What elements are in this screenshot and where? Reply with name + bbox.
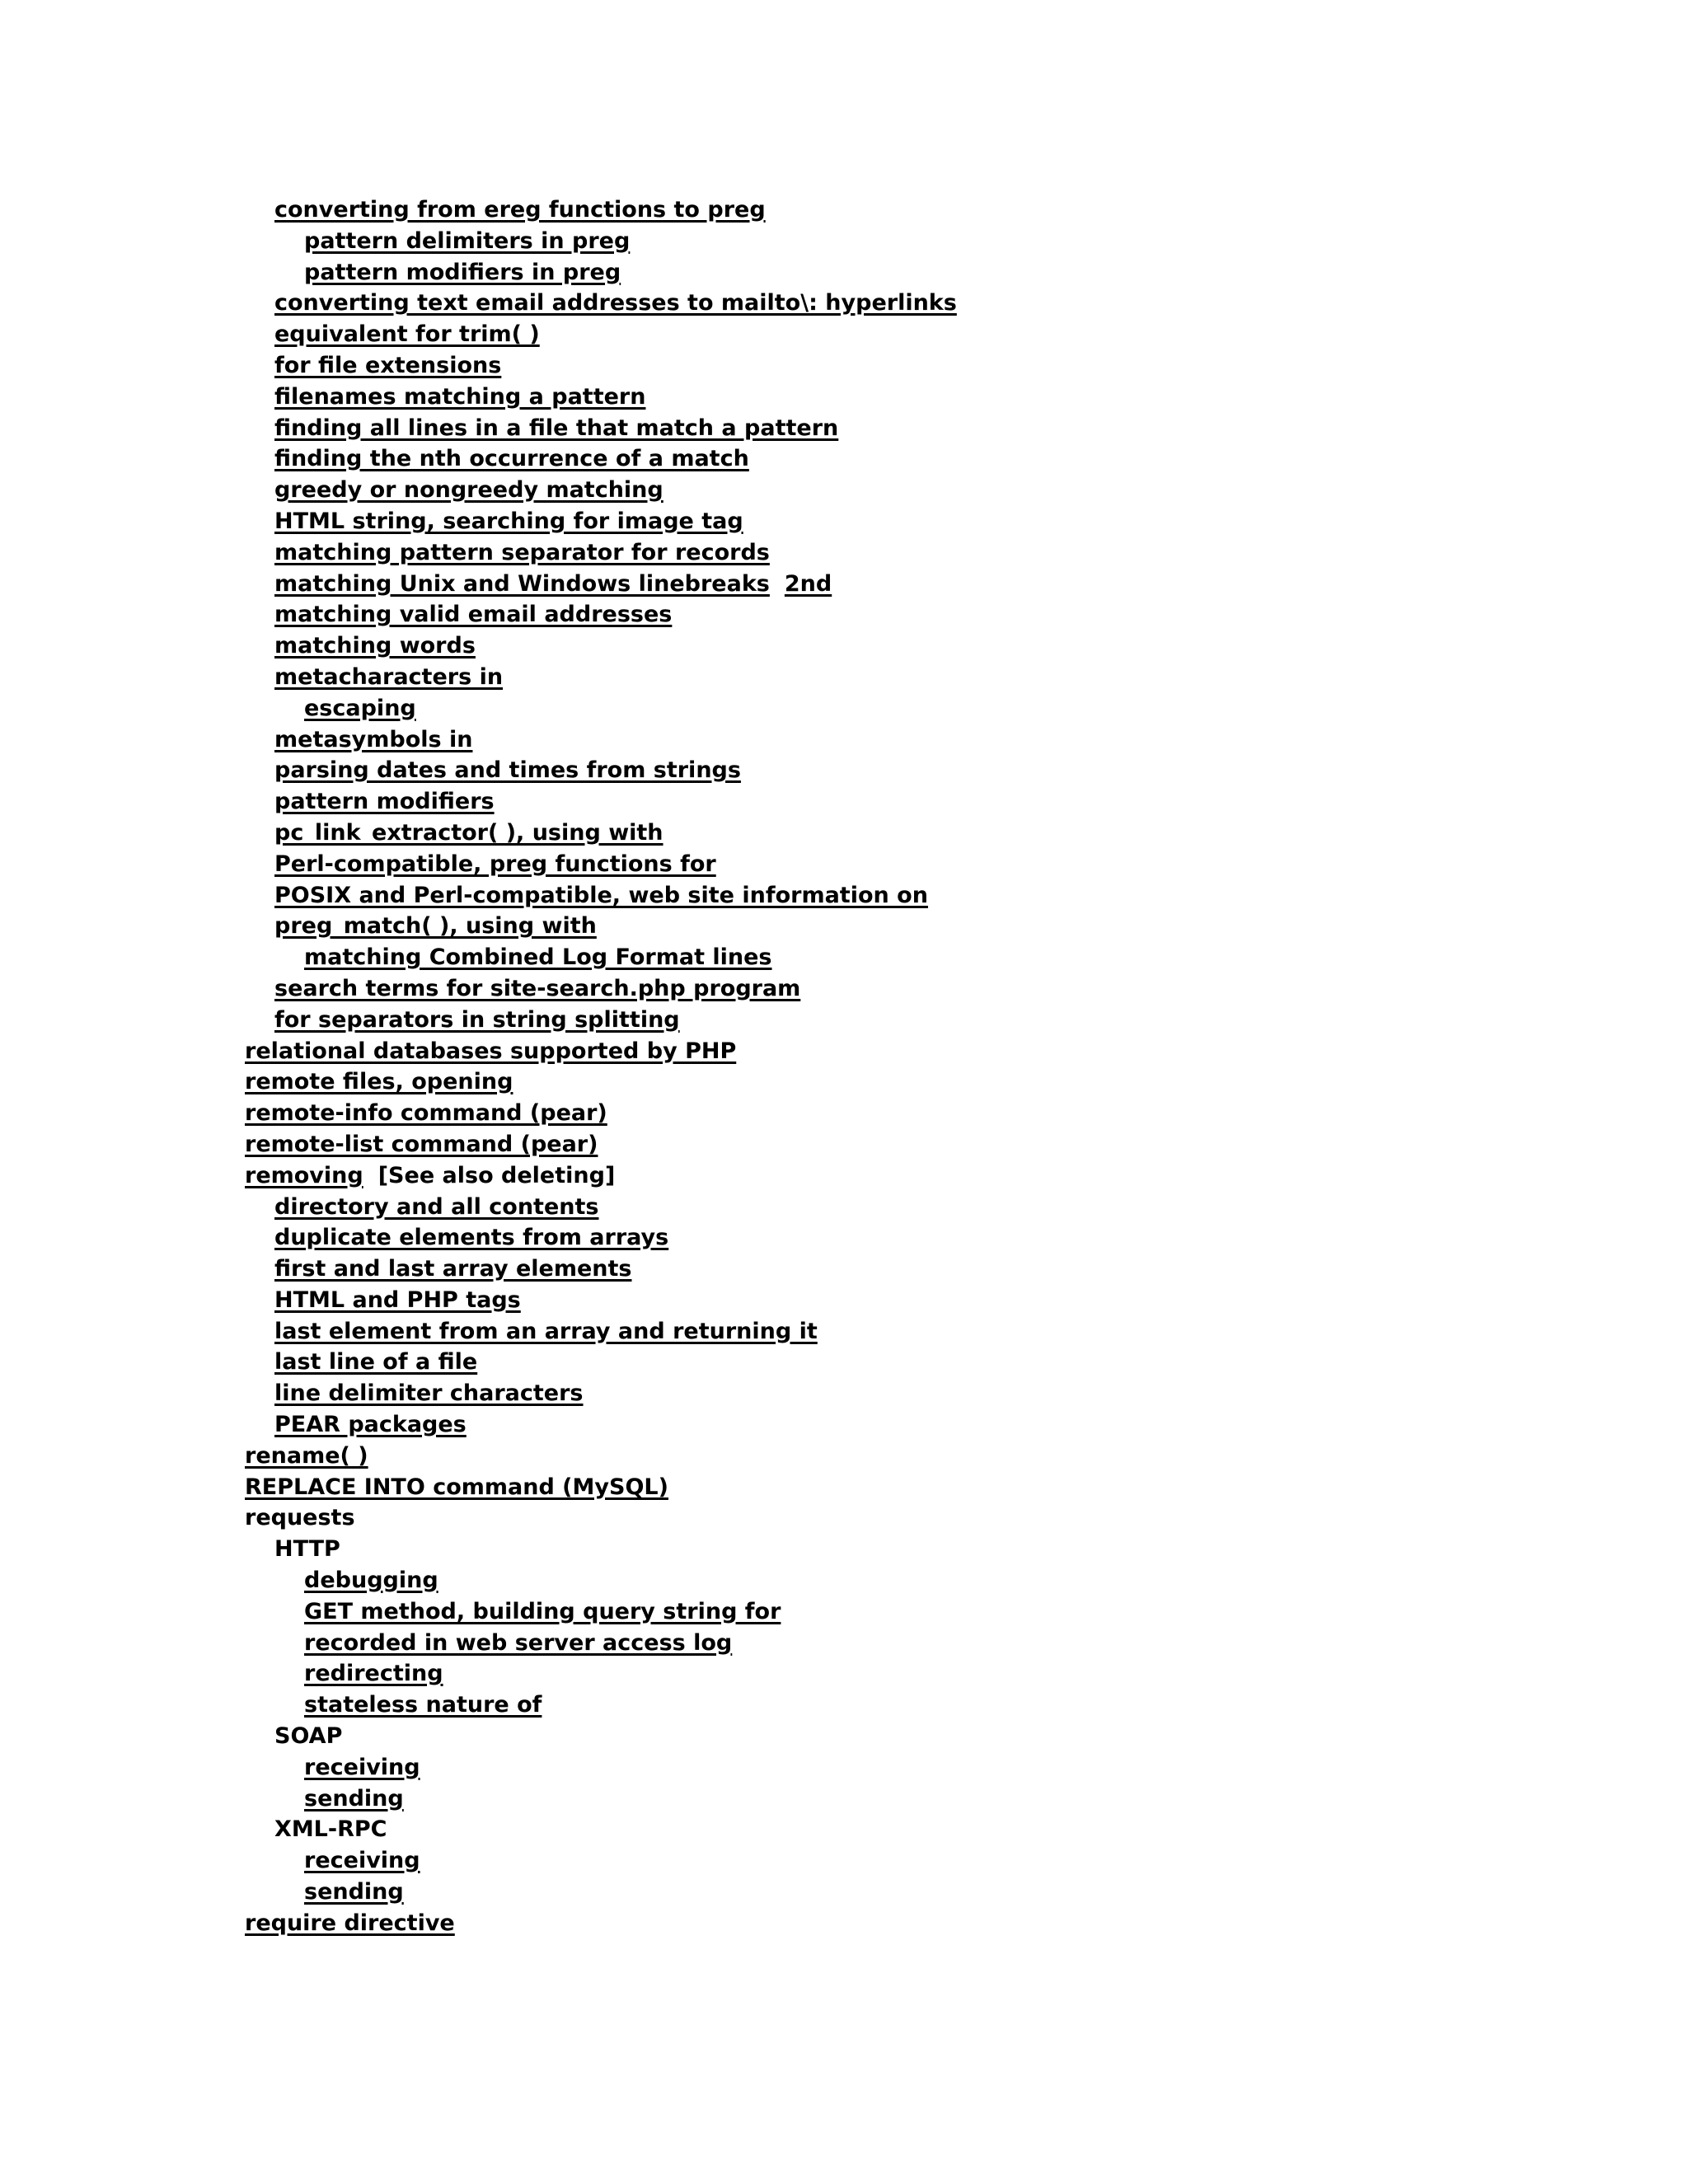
index-entry [245,382,1646,413]
index-entry-link[interactable]: receiving [304,1848,420,1874]
index-entry [245,506,1646,537]
index-entry-link[interactable]: matching words [274,633,476,659]
index-entry-link[interactable]: matching Unix and Windows linebreaks [274,570,770,597]
index-entry-link[interactable]: POSIX and Perl-compatible, web site information on [274,882,928,908]
index-entry-link[interactable]: directory and all contents [274,1193,599,1220]
index-entry [245,1845,1646,1877]
index-entry-link[interactable]: preg_match( ), using with [274,913,597,940]
index-entry [245,1472,1646,1503]
index-entry [245,1721,1646,1752]
index-entry [245,1783,1646,1815]
index-list [245,194,1646,1939]
index-entry [245,911,1646,942]
index-entry-link[interactable]: greedy or nongreedy matching [274,477,663,504]
index-entry-heading: XML-RPC [274,1816,387,1843]
index-entry [245,475,1646,506]
index-entry [245,755,1646,786]
index-entry-link[interactable]: last element from an array and returning it [274,1318,818,1344]
index-entry [245,880,1646,912]
index-entry-link[interactable]: HTML string, searching for image tag [274,508,743,534]
index-entry [245,973,1646,1005]
index-entry-link[interactable]: Perl-compatible, preg functions for [274,851,716,877]
index-entry-link[interactable]: pattern modifiers [274,789,495,815]
index-entry-link[interactable]: escaping [304,695,416,721]
index-entry [245,1690,1646,1721]
index-entry [245,724,1646,756]
index-entry [245,1378,1646,1409]
index-entry [245,1877,1646,1908]
index-entry-link[interactable]: for separators in string splitting [274,1006,680,1033]
index-entry-link[interactable]: pattern delimiters in preg [304,227,631,254]
index-entry-link[interactable]: finding the nth occurrence of a match [274,446,749,472]
index-entry-link[interactable]: removing [245,1162,363,1188]
index-entry-link[interactable]: first and last array elements [274,1256,632,1282]
index-entry [245,413,1646,444]
index-entry-link[interactable]: pc_link_extractor( ), using with [274,819,663,846]
index-entry-link[interactable]: HTML and PHP tags [274,1286,521,1313]
index-entry [245,319,1646,350]
index-entry-link[interactable]: sending [304,1785,404,1811]
index-entry [245,537,1646,569]
index-entry-extra-link[interactable]: 2nd [784,570,832,597]
index-entry-link[interactable]: remote-list command (pear) [245,1131,598,1157]
index-entry-link[interactable]: metasymbols in [274,726,473,752]
index-entry-link[interactable]: search terms for site-search.php program [274,975,801,1001]
index-entry-link[interactable]: redirecting [304,1661,443,1687]
index-entry-link[interactable]: REPLACE INTO command (MySQL) [245,1474,668,1500]
index-entry-link[interactable]: matching pattern separator for records [274,539,770,565]
index-entry [245,194,1646,226]
index-entry [245,1628,1646,1659]
index-entry [245,1285,1646,1316]
index-entry [245,1222,1646,1254]
index-entry-link[interactable]: pattern modifiers in preg [304,259,621,285]
index-entry [245,1066,1646,1098]
index-entry [245,257,1646,288]
index-entry-link[interactable]: parsing dates and times from strings [274,757,741,784]
index-entry [245,1098,1646,1129]
index-see-also: [See also deleting] [377,1162,616,1188]
index-entry-link[interactable]: relational databases supported by PHP [245,1038,737,1064]
index-entry-link[interactable]: line delimiter characters [274,1380,584,1407]
index-entry [245,1409,1646,1441]
index-entry-link[interactable]: recorded in web server access log [304,1629,733,1656]
index-entry [245,942,1646,973]
index-entry-link[interactable]: remote files, opening [245,1069,513,1095]
index-entry [245,1534,1646,1565]
index-entry [245,1347,1646,1378]
index-entry-link[interactable]: finding all lines in a file that match a pattern [274,415,839,441]
index-entry [245,1502,1646,1534]
index-entry-link[interactable]: equivalent for trim( ) [274,321,540,348]
index-entry [245,1192,1646,1223]
index-entry-heading: SOAP [274,1723,343,1750]
index-entry [245,849,1646,880]
index-entry [245,288,1646,319]
index-entry [245,693,1646,724]
index-entry-link[interactable]: converting from ereg functions to preg [274,197,766,223]
index-entry [245,1908,1646,1939]
index-entry-heading: HTTP [274,1536,340,1563]
index-entry [245,786,1646,818]
index-entry-link[interactable]: receiving [304,1754,420,1780]
index-entry-link[interactable]: filenames matching a pattern [274,383,646,410]
index-entry-link[interactable]: PEAR packages [274,1412,467,1438]
index-entry-link[interactable]: metacharacters in [274,663,504,690]
index-entry [245,630,1646,662]
index-entry-link[interactable]: debugging [304,1568,438,1594]
index-entry [245,599,1646,630]
index-entry-link[interactable]: last line of a file [274,1349,478,1376]
index-entry-link[interactable]: GET method, building query string for [304,1598,781,1624]
index-entry [245,1565,1646,1596]
index-entry [245,443,1646,475]
index-entry-link[interactable]: stateless nature of [304,1692,542,1718]
index-entry-link[interactable]: remote-info command (pear) [245,1100,607,1127]
index-entry-link[interactable]: require directive [245,1910,455,1936]
index-entry [245,1441,1646,1472]
index-entry [245,226,1646,257]
index-entry [245,350,1646,382]
index-entry-link[interactable]: sending [304,1879,404,1905]
index-entry-link[interactable]: matching Combined Log Format lines [304,944,772,971]
index-entry-link[interactable]: converting text email addresses to mailto\: hyperlinks [274,290,957,316]
index-entry [245,1129,1646,1160]
index-entry-link[interactable]: for file extensions [274,352,502,378]
index-entry [245,662,1646,693]
index-entry-link[interactable]: matching valid email addresses [274,602,673,628]
index-entry [245,1658,1646,1690]
index-entry-heading: requests [245,1505,355,1531]
index-entry-link[interactable]: rename( ) [245,1442,368,1469]
index-entry [245,1160,1646,1192]
index-entry [245,569,1646,600]
index-entry-link[interactable]: duplicate elements from arrays [274,1225,669,1251]
index-entry [245,1254,1646,1285]
index-entry [245,1814,1646,1845]
index-entry [245,1005,1646,1036]
index-entry [245,818,1646,849]
index-entry [245,1596,1646,1628]
index-entry [245,1036,1646,1067]
index-entry [245,1752,1646,1783]
index-entry [245,1316,1646,1347]
